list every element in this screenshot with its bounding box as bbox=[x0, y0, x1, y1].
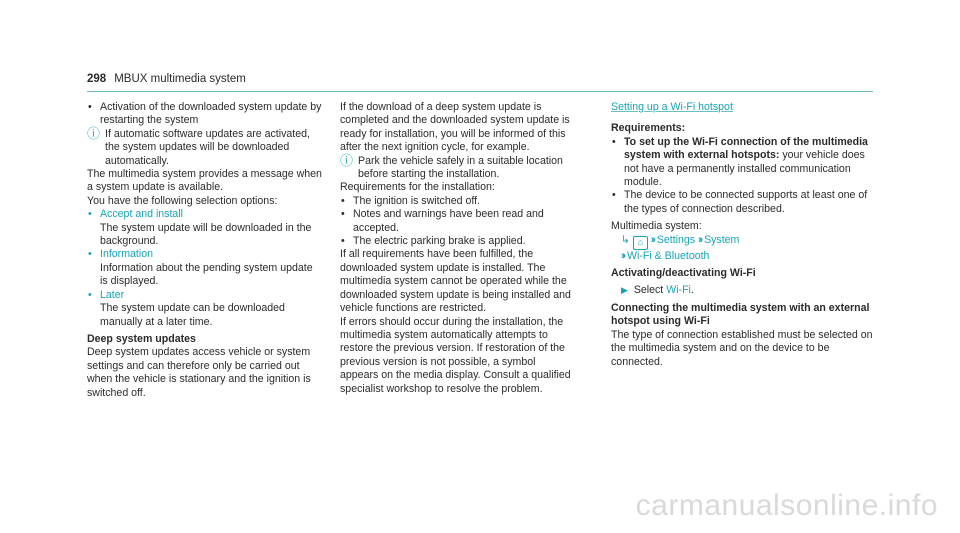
step: ▶ Select Wi-Fi. bbox=[621, 284, 694, 297]
list-item: • The device to be connected supports at least one of the types of connection described. bbox=[611, 189, 873, 216]
menu-settings: Settings bbox=[656, 233, 696, 246]
section-heading: Connecting the multimedia system with an external hotspot using Wi-Fi bbox=[611, 301, 870, 328]
column-2 bbox=[340, 101, 576, 396]
menu-path bbox=[611, 234, 873, 250]
paragraph: Deep system updates access vehicle or system settings and can therefore only be carried out when the vehicle is stationary and the ignition is switched off. bbox=[87, 346, 311, 399]
section-title: Setting up a Wi-Fi hotspot bbox=[611, 101, 733, 113]
requirements-heading: Requirements: bbox=[611, 122, 686, 135]
paragraph: If the download of a deep system update is completed and the downloaded system update is ready for installation, you will be informed of this after the next ignition cycle, for example. bbox=[340, 101, 570, 154]
section-heading: Activating/deactivating Wi-Fi bbox=[611, 267, 756, 280]
list-item: • Notes and warnings have been read and accepted. bbox=[340, 208, 576, 235]
section-heading: Deep system updates bbox=[87, 332, 196, 345]
page-number: 298 bbox=[87, 73, 107, 85]
menu-label: Multimedia system: bbox=[611, 220, 702, 233]
header-rule bbox=[87, 91, 873, 92]
arrow-icon: ↳ bbox=[621, 233, 630, 246]
menu-path bbox=[611, 250, 873, 263]
column-1 bbox=[87, 101, 323, 400]
option-information: • Information bbox=[87, 248, 323, 261]
option-description: The system update can be downloaded manually at a later time. bbox=[100, 302, 285, 328]
column-3 bbox=[611, 101, 873, 369]
paragraph: If errors should occur during the installation, the multimedia system automatically attempts to restore the previous version. If restoration of the previous version is not possible, a symbol appears on the media display. Consult a qualified specialist workshop to resolve the problem. bbox=[340, 315, 571, 395]
option-description: Information about the pending system update is displayed. bbox=[100, 261, 313, 288]
chevron-double-icon: ›› bbox=[650, 233, 654, 246]
paragraph: The type of connection established must be selected on the multimedia system and on the device to be connected. bbox=[611, 328, 873, 368]
menu-system: System bbox=[704, 233, 740, 246]
info-circle-icon: ⓘ bbox=[340, 152, 354, 168]
paragraph: You have the following selection options: bbox=[87, 194, 278, 207]
page-title: MBUX multimedia system bbox=[114, 73, 246, 85]
home-icon: ⌂ bbox=[633, 236, 648, 250]
note: ⓘ If automatic software updates are activated, the system updates will be downloaded automatically. bbox=[87, 125, 310, 167]
list-item: • The electric parking brake is applied. bbox=[340, 235, 576, 248]
page-header bbox=[87, 73, 246, 85]
note: ⓘ Park the vehicle safely in a suitable location before starting the installation. bbox=[340, 152, 563, 181]
watermark: carmanualsonline.info bbox=[635, 489, 938, 522]
chevron-double-icon: ›› bbox=[698, 233, 702, 246]
option-accept-install: • Accept and install bbox=[87, 208, 323, 221]
list-item: • Activation of the downloaded system update by restarting the system bbox=[87, 101, 323, 128]
paragraph: Requirements for the installation: bbox=[340, 181, 495, 194]
step-arrow-icon: ▶ bbox=[621, 285, 628, 296]
menu-wifi-bluetooth: Wi-Fi & Bluetooth bbox=[627, 249, 710, 262]
list-item: • To set up the Wi-Fi connection of the multimedia system with external hotspots: your vehicle does not have a permanently installed communication module. bbox=[611, 136, 873, 190]
info-circle-icon: ⓘ bbox=[87, 125, 101, 141]
paragraph: The multimedia system provides a message when a system update is available. bbox=[87, 168, 322, 194]
paragraph: If all requirements have been fulfilled, the downloaded system update is installed. The multimedia system cannot be operated while the downloaded system update is being installed and vehicle functions are restricted. bbox=[340, 248, 571, 315]
option-later: • Later bbox=[87, 289, 323, 302]
list-item: • The ignition is switched off. bbox=[340, 195, 576, 208]
chevron-double-icon: ›› bbox=[621, 249, 625, 262]
option-description: The system update will be downloaded in the background. bbox=[100, 221, 312, 248]
